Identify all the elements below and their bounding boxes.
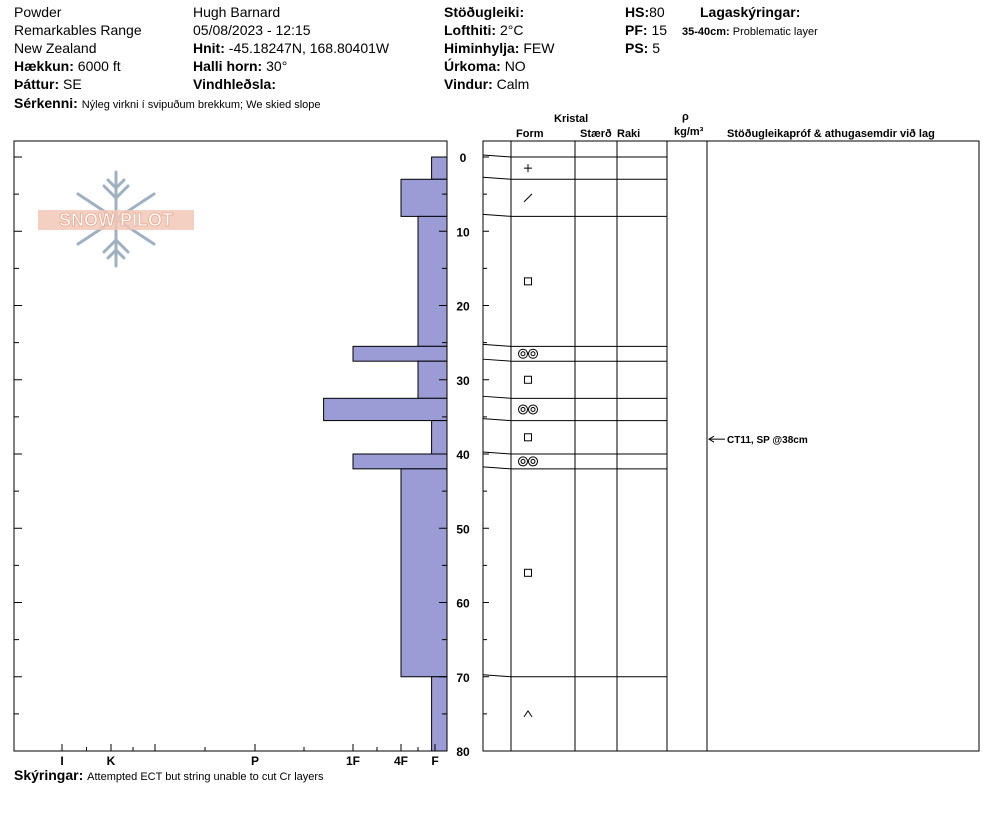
location-country: New Zealand	[14, 40, 97, 56]
crystal-header: Kristal	[554, 113, 589, 125]
aspect-value: SE	[63, 76, 82, 92]
location-range: Remarkables Range	[14, 22, 142, 38]
double-circle-icon	[521, 459, 525, 463]
wind-load-label: Vindhleðsla:	[193, 76, 276, 92]
rho-header: ρ	[682, 111, 689, 123]
tests-header: Stöðugleikapróf & athugasemdir við lag	[727, 128, 935, 140]
hardness-bar-8	[401, 469, 447, 677]
sky-row	[444, 40, 554, 56]
slope-row	[193, 58, 287, 74]
slope-value: 30°	[266, 58, 288, 74]
legend-label: Lagaskýringar:	[700, 4, 801, 20]
elevation-row	[14, 58, 121, 74]
sky-label: Himinhylja:	[444, 40, 520, 56]
precip-row	[444, 58, 526, 74]
hardness-bar-7	[353, 454, 447, 469]
hardness-bar-3	[353, 346, 447, 361]
location-type: Powder	[14, 4, 62, 20]
double-circle-icon	[531, 459, 535, 463]
footer-row	[14, 767, 324, 785]
hardness-tick-label: F	[431, 754, 439, 768]
footer-label: Skýringar:	[14, 767, 84, 783]
hardness-tick-label: K	[106, 754, 116, 768]
layer-boundary-connector	[483, 396, 511, 398]
pf-value: 15	[651, 22, 668, 38]
double-circle-icon	[521, 352, 525, 356]
observation-datetime: 05/08/2023 - 12:15	[193, 22, 311, 38]
form-header: Form	[516, 128, 544, 140]
depth-tick-label: 10	[456, 225, 470, 240]
ps-value: 5	[652, 40, 661, 56]
hs-label: HS:	[625, 4, 650, 20]
double-circle-icon	[519, 457, 528, 466]
test-annotation: CT11, SP @38cm	[727, 435, 808, 447]
features-label: Sérkenni:	[14, 95, 78, 111]
snowflake-icon	[38, 170, 194, 270]
precip-value: NO	[504, 58, 526, 74]
air-temp-value: 2°C	[499, 22, 524, 38]
moisture-header: Raki	[617, 128, 641, 140]
double-circle-icon	[529, 457, 538, 466]
legend-text: Problematic layer	[732, 26, 818, 38]
snowpilot-logo	[38, 170, 194, 270]
aspect-row	[14, 76, 82, 92]
hardness-bar-5	[324, 398, 447, 420]
coords-value: -45.18247N, 168.80401W	[228, 40, 390, 56]
hardness-tick-label: 4F	[393, 754, 409, 768]
precip-label: Úrkoma:	[444, 58, 501, 74]
pf-row	[625, 22, 667, 38]
double-circle-icon	[531, 352, 535, 356]
double-circle-icon	[519, 349, 528, 358]
air-temp-row	[444, 22, 523, 38]
layer-boundary-connector	[483, 467, 511, 469]
hardness-bar-6	[432, 421, 447, 454]
layer-boundary-connector	[483, 177, 511, 179]
square-icon	[525, 434, 532, 441]
logo-text: SNOW PILOT	[59, 210, 173, 230]
layer-boundary-connector	[483, 344, 511, 346]
stability-label: Stöðugleiki:	[444, 4, 525, 20]
wind-row	[444, 76, 529, 92]
square-icon	[525, 376, 532, 383]
double-circle-icon	[529, 349, 538, 358]
features-row	[14, 95, 321, 113]
depth-tick-label: 20	[456, 299, 470, 314]
coords-label: Hnit:	[193, 40, 225, 56]
hs-row	[625, 4, 665, 20]
double-circle-icon	[519, 405, 528, 414]
double-circle-icon	[521, 407, 525, 411]
double-circle-icon	[531, 407, 535, 411]
legend-row	[682, 24, 818, 40]
air-temp-label: Lofthiti:	[444, 22, 497, 38]
footer-text: Attempted ECT but string unable to cut Cr layers	[87, 771, 324, 783]
elevation-value: 6000 ft	[77, 58, 121, 74]
double-circle-icon	[529, 405, 538, 414]
depth-tick-label: 60	[456, 596, 470, 611]
layer-boundary-connector	[483, 214, 511, 216]
hardness-bar-2	[418, 216, 447, 346]
ps-label: PS:	[625, 40, 649, 56]
elevation-label: Hækkun:	[14, 58, 74, 74]
depth-tick-label: 0	[459, 151, 467, 165]
wind-label: Vindur:	[444, 76, 493, 92]
slash-icon	[524, 194, 532, 202]
hardness-bar-0	[432, 157, 447, 179]
layer-boundary-connector	[483, 359, 511, 361]
hardness-bar-1	[401, 179, 447, 216]
sky-value: FEW	[523, 40, 555, 56]
depth-tick-label: 50	[456, 522, 470, 537]
density-unit-header: kg/m³	[674, 126, 704, 138]
hardness-tick-label: 1F	[345, 754, 361, 768]
depth-tick-label: 40	[456, 448, 470, 462]
hardness-tick-label: I	[60, 754, 64, 768]
caret-icon	[524, 711, 532, 717]
hardness-tick-label: P	[250, 754, 260, 768]
hs-value: 80	[649, 4, 665, 20]
coords-row	[193, 40, 389, 56]
wind-value: Calm	[496, 76, 530, 92]
square-icon	[525, 569, 532, 576]
square-icon	[525, 278, 532, 285]
pf-label: PF:	[625, 22, 648, 38]
ps-row	[625, 40, 660, 56]
slope-label: Halli horn:	[193, 58, 263, 74]
aspect-label: Þáttur:	[14, 76, 60, 92]
observer-name: Hugh Barnard	[193, 4, 281, 20]
depth-tick-label: 70	[456, 670, 470, 685]
legend-range: 35-40cm:	[682, 26, 730, 38]
depth-tick-label: 80	[456, 745, 470, 759]
features-value: Nýleg virkni í svipuðum brekkum; We skied slope	[81, 99, 321, 111]
size-header: Stærð	[580, 128, 612, 140]
depth-tick-label: 30	[456, 373, 470, 388]
layer-boundary-connector	[483, 419, 511, 421]
